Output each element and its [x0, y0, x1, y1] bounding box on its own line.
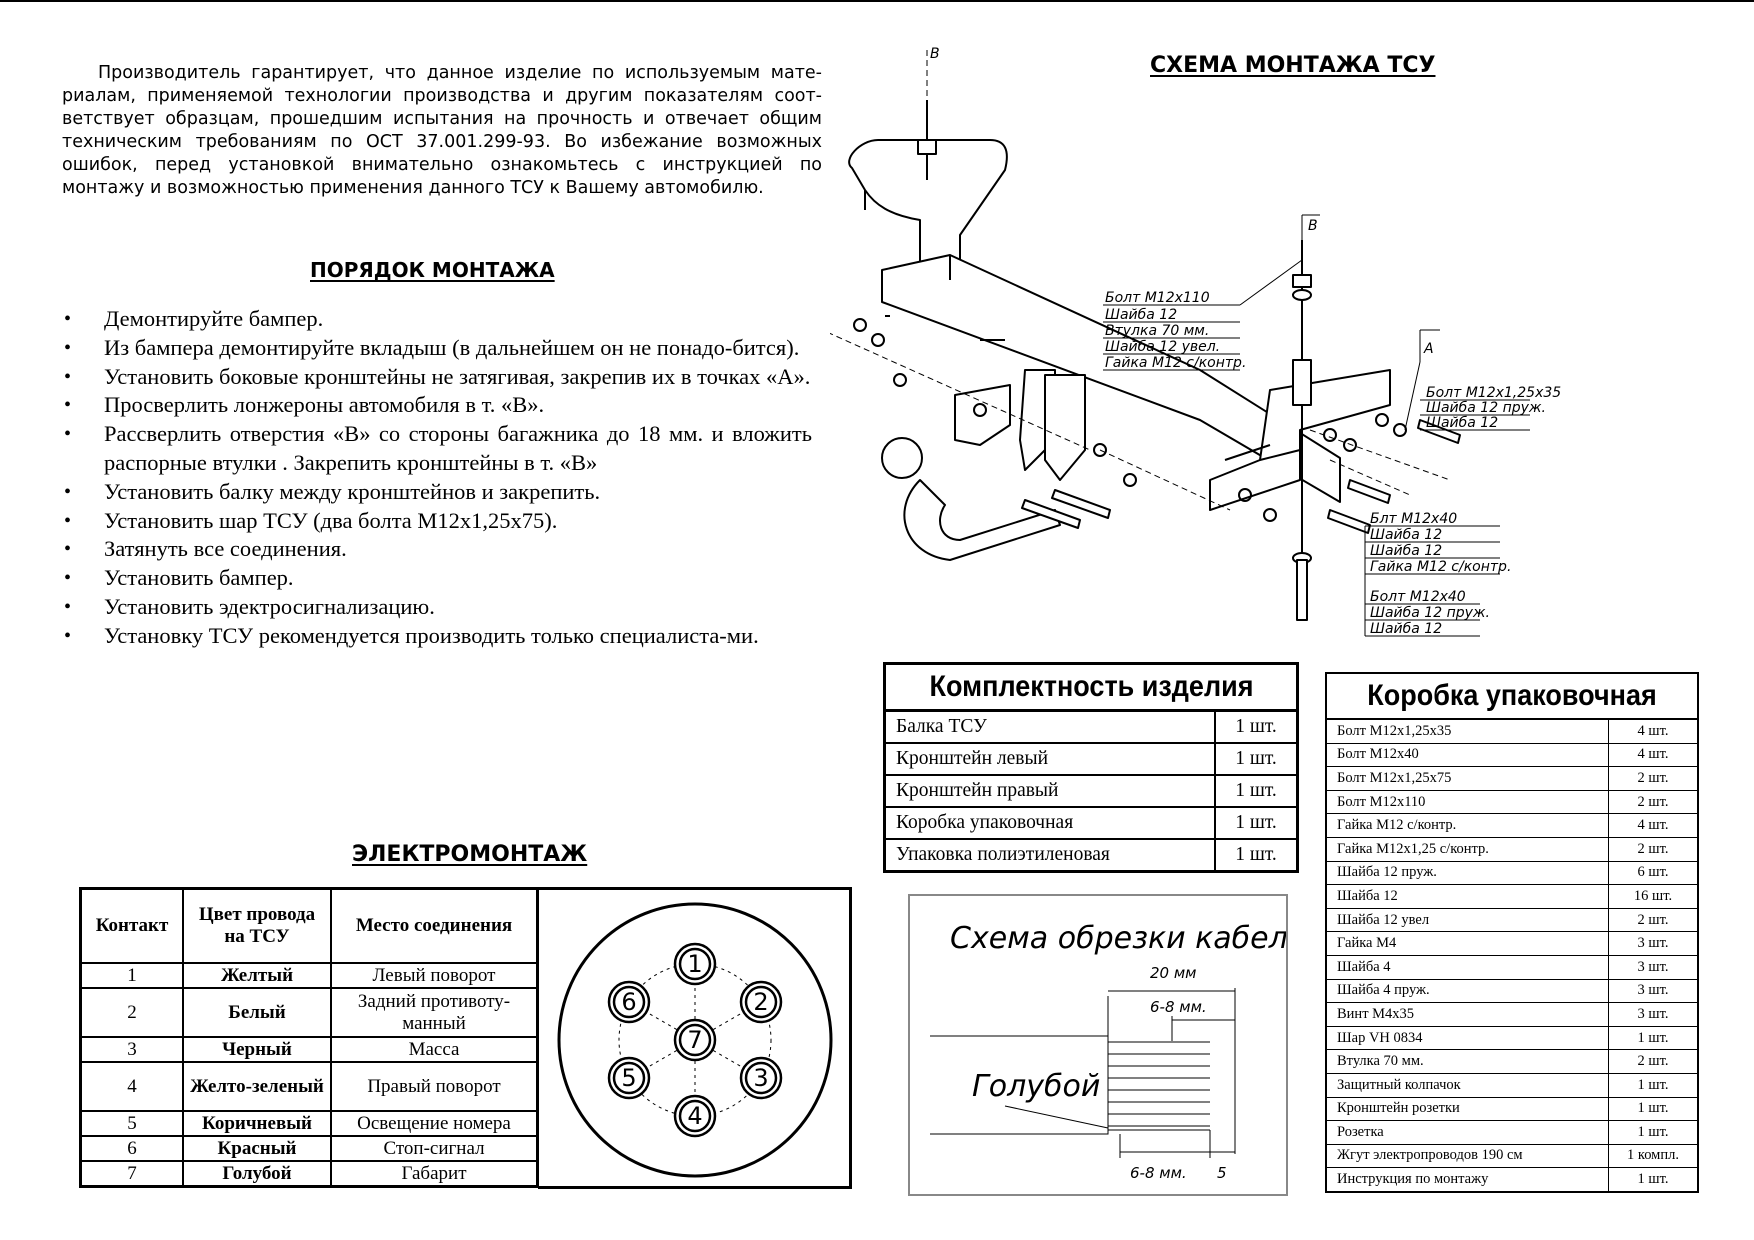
wire-color-cell: Белый [183, 988, 331, 1037]
col-header-contact: Контакт [81, 889, 184, 964]
install-step: • Установить боковые кронштейны не затягивая, закрепив их в точках «А». [62, 363, 812, 392]
install-step: • Просверлить лонжероны автомобиля в т. «В». [62, 391, 812, 420]
item-qty: 1 шт. [1609, 1073, 1699, 1097]
kit-title: Комплектность изделия [905, 664, 1277, 711]
wire-color-cell: Желтый [183, 963, 331, 988]
item-qty: 1 шт. [1215, 743, 1298, 775]
table-row [81, 988, 538, 1037]
item-name: Инструкция по монтажу [1326, 1168, 1609, 1192]
table-row [1326, 814, 1698, 838]
pin-label: 2 [753, 988, 769, 1016]
item-name: Коробка упаковочная [885, 807, 1216, 839]
dim-20mm: 20 мм [1150, 964, 1197, 982]
wire-color-cell: Коричневый [183, 1111, 331, 1136]
connection-cell: Освещение номера [331, 1111, 538, 1136]
item-qty: 2 шт. [1609, 1050, 1699, 1074]
item-name: Шайба 12 пруж. [1326, 861, 1609, 885]
callout-a-line: Шайба 12 пруж. [1426, 400, 1546, 416]
item-qty: 4 шт. [1609, 743, 1699, 767]
electro-heading: ЭЛЕКТРОМОНТАЖ [352, 842, 588, 867]
item-qty: 1 шт. [1609, 1121, 1699, 1145]
table-row [81, 1062, 538, 1111]
table-row [1326, 1121, 1698, 1145]
point-b-label-top: В [930, 46, 940, 62]
wiring-table [79, 887, 539, 1188]
wiring-header-row [81, 889, 538, 964]
item-name: Балка ТСУ [885, 711, 1216, 744]
table-row [1326, 790, 1698, 814]
table-row [1326, 979, 1698, 1003]
install-step: • Затянуть все соединения. [62, 535, 812, 564]
install-step: • Установку ТСУ рекомендуется производить только специалиста-ми. [62, 622, 812, 651]
install-step: • Из бампера демонтируйте вкладыш (в дальнейшем он не понадо-бится). [62, 334, 812, 363]
install-step: • Рассверлить отверстия «В» со стороны багажника до 18 мм. и вложить распорные втулки . Закрепить кронштейны в т. «В» [62, 420, 812, 478]
item-name: Винт М4х35 [1326, 1003, 1609, 1027]
cable-scheme-title: Схема обрезки кабеля [950, 921, 1286, 956]
item-name: Защитный колпачок [1326, 1073, 1609, 1097]
cable-trim-diagram-box [908, 894, 1288, 1196]
table-row [81, 1161, 538, 1187]
dim-5: 5 [1217, 1164, 1227, 1182]
socket-diagram-box [538, 887, 852, 1189]
item-name: Жгут электропроводов 190 см [1326, 1144, 1609, 1168]
item-qty: 2 шт. [1609, 908, 1699, 932]
socket-pinout-diagram [538, 890, 849, 1189]
table-row [885, 711, 1298, 744]
table-row [1326, 1144, 1698, 1168]
item-name: Кронштейн левый [885, 743, 1216, 775]
contact-cell: 7 [81, 1161, 184, 1187]
table-row [1326, 1003, 1698, 1027]
item-name: Гайка М12х1,25 с/контр. [1326, 837, 1609, 861]
wire-color-cell: Голубой [183, 1161, 331, 1187]
dim-6-8mm-top: 6-8 мм. [1150, 998, 1207, 1016]
item-name: Шар VH 0834 [1326, 1026, 1609, 1050]
wire-color-cell: Красный [183, 1136, 331, 1161]
point-b-label-right: В [1308, 218, 1318, 234]
contact-cell: 2 [81, 988, 184, 1037]
pin-label: 3 [753, 1064, 769, 1092]
table-row [1326, 1073, 1698, 1097]
callout-d-line: Болт М12х40 [1370, 589, 1466, 605]
item-name: Втулка 70 мм. [1326, 1050, 1609, 1074]
warranty-paragraph: Производитель гарантирует, что данное изделие по используемым мате-риалам, применяемой технологии производства и другим показателям соот-ветствует образцам, прошедшим испытания на прочность и отвечает общим техническим требованиям по ОСТ 37.001.299-93. Во избежание возможных ошибок, перед установкой внимательно ознакомьтесь с инструкцией по монтажу и возможностью применения данного ТСУ к Вашему автомобилю. [62, 63, 822, 198]
pin-label: 6 [621, 988, 637, 1016]
callout-b-line: Шайба 12 увел. [1105, 339, 1221, 355]
top-rule [0, 0, 1754, 2]
item-qty: 1 компл. [1609, 1144, 1699, 1168]
cable-trim-diagram [910, 896, 1286, 1194]
col-header-wire-color: Цвет провода на ТСУ [183, 889, 331, 964]
item-name: Гайка М4 [1326, 932, 1609, 956]
item-qty: 1 шт. [1215, 839, 1298, 872]
callout-b-line: Гайка М12 с/контр. [1105, 355, 1247, 371]
table-row [81, 1136, 538, 1161]
pin-label: 1 [687, 950, 703, 978]
callout-b-line: Втулка 70 мм. [1105, 323, 1210, 339]
towbar-assembly-drawing [830, 40, 1730, 670]
callout-c-line: Блт М12х40 [1370, 511, 1458, 527]
item-qty: 1 шт. [1609, 1168, 1699, 1192]
point-a-label: А [1424, 341, 1434, 357]
item-qty: 1 шт. [1215, 807, 1298, 839]
item-name: Упаковка полиэтиленовая [885, 839, 1216, 872]
pin-label: 5 [621, 1064, 637, 1092]
table-row [1326, 932, 1698, 956]
install-step: • Установить балку между кронштейнов и закрепить. [62, 478, 812, 507]
item-qty: 4 шт. [1609, 814, 1699, 838]
table-row [81, 1111, 538, 1136]
install-step: • Установить шар ТСУ (два болта М12х1,25х75). [62, 507, 812, 536]
table-row [885, 775, 1298, 807]
callout-a-line: Шайба 12 [1426, 415, 1499, 431]
box-title: Коробка упаковочная [1345, 673, 1680, 719]
kit-contents-table [883, 662, 1299, 873]
item-qty: 3 шт. [1609, 955, 1699, 979]
table-row [1326, 885, 1698, 909]
callout-c-line: Гайка М12 с/контр. [1370, 559, 1512, 575]
callout-d-line: Шайба 12 пруж. [1370, 605, 1490, 621]
callout-b-line: Шайба 12 [1105, 307, 1178, 323]
table-row [885, 807, 1298, 839]
item-qty: 1 шт. [1609, 1097, 1699, 1121]
callout-b-line: Болт М12х110 [1105, 290, 1210, 306]
callout-c-line: Шайба 12 [1370, 527, 1443, 543]
dim-6-8mm-bottom: 6-8 мм. [1130, 1164, 1187, 1182]
table-row [1326, 719, 1698, 743]
install-step: • Установить эдектросигнализацию. [62, 593, 812, 622]
contact-cell: 5 [81, 1111, 184, 1136]
install-step: • Демонтируйте бампер. [62, 305, 812, 334]
table-row [1326, 767, 1698, 791]
item-qty: 3 шт. [1609, 1003, 1699, 1027]
item-qty: 16 шт. [1609, 885, 1699, 909]
table-row [1326, 908, 1698, 932]
pin-label: 4 [687, 1102, 703, 1130]
item-name: Шайба 12 [1326, 885, 1609, 909]
table-row [1326, 861, 1698, 885]
table-row [1326, 1168, 1698, 1192]
pin-label: 7 [687, 1026, 703, 1054]
item-name: Болт М12х110 [1326, 790, 1609, 814]
table-row [81, 963, 538, 988]
connection-cell: Задний противоту-манный [331, 988, 538, 1037]
item-name: Шайба 4 пруж. [1326, 979, 1609, 1003]
table-row [885, 743, 1298, 775]
table-row [885, 839, 1298, 872]
table-row [1326, 743, 1698, 767]
callout-c-line: Шайба 12 [1370, 543, 1443, 559]
item-name: Болт М12х40 [1326, 743, 1609, 767]
install-heading: ПОРЯДОК МОНТАЖА [310, 258, 555, 282]
table-row [81, 1037, 538, 1062]
table-row [1326, 1026, 1698, 1050]
item-qty: 1 шт. [1609, 1026, 1699, 1050]
item-qty: 1 шт. [1215, 711, 1298, 744]
install-steps-list [62, 305, 812, 651]
item-name: Кронштейн правый [885, 775, 1216, 807]
item-name: Гайка М12 с/контр. [1326, 814, 1609, 838]
item-qty: 6 шт. [1609, 861, 1699, 885]
connection-cell: Масса [331, 1037, 538, 1062]
connection-cell: Левый поворот [331, 963, 538, 988]
item-name: Болт М12х1,25х35 [1326, 719, 1609, 743]
connection-cell: Габарит [331, 1161, 538, 1187]
callout-d-line: Шайба 12 [1370, 621, 1443, 637]
item-qty: 2 шт. [1609, 767, 1699, 791]
item-name: Болт М12х1,25х75 [1326, 767, 1609, 791]
connection-cell: Стоп-сигнал [331, 1136, 538, 1161]
item-qty: 2 шт. [1609, 790, 1699, 814]
item-name: Шайба 12 увел [1326, 908, 1609, 932]
contact-cell: 3 [81, 1037, 184, 1062]
item-qty: 2 шт. [1609, 837, 1699, 861]
table-row [1326, 1097, 1698, 1121]
contact-cell: 6 [81, 1136, 184, 1161]
item-qty: 1 шт. [1215, 775, 1298, 807]
item-qty: 3 шт. [1609, 979, 1699, 1003]
item-qty: 4 шт. [1609, 719, 1699, 743]
scheme-heading: СХЕМА МОНТАЖА ТСУ [1150, 53, 1436, 78]
contact-cell: 4 [81, 1062, 184, 1111]
item-name: Розетка [1326, 1121, 1609, 1145]
callout-a-line: Болт М12х1,25х35 [1426, 385, 1562, 401]
item-qty: 3 шт. [1609, 932, 1699, 956]
contact-cell: 1 [81, 963, 184, 988]
item-name: Кронштейн розетки [1326, 1097, 1609, 1121]
table-row [1326, 955, 1698, 979]
wire-color-label: Голубой [972, 1069, 1101, 1104]
wire-color-cell: Желто-зеленый [183, 1062, 331, 1111]
packing-box-table [1325, 672, 1699, 1193]
install-step: • Установить бампер. [62, 564, 812, 593]
item-name: Шайба 4 [1326, 955, 1609, 979]
connection-cell: Правый поворот [331, 1062, 538, 1111]
col-header-connection: Место соединения [331, 889, 538, 964]
table-row [1326, 837, 1698, 861]
wire-color-cell: Черный [183, 1037, 331, 1062]
table-row [1326, 1050, 1698, 1074]
